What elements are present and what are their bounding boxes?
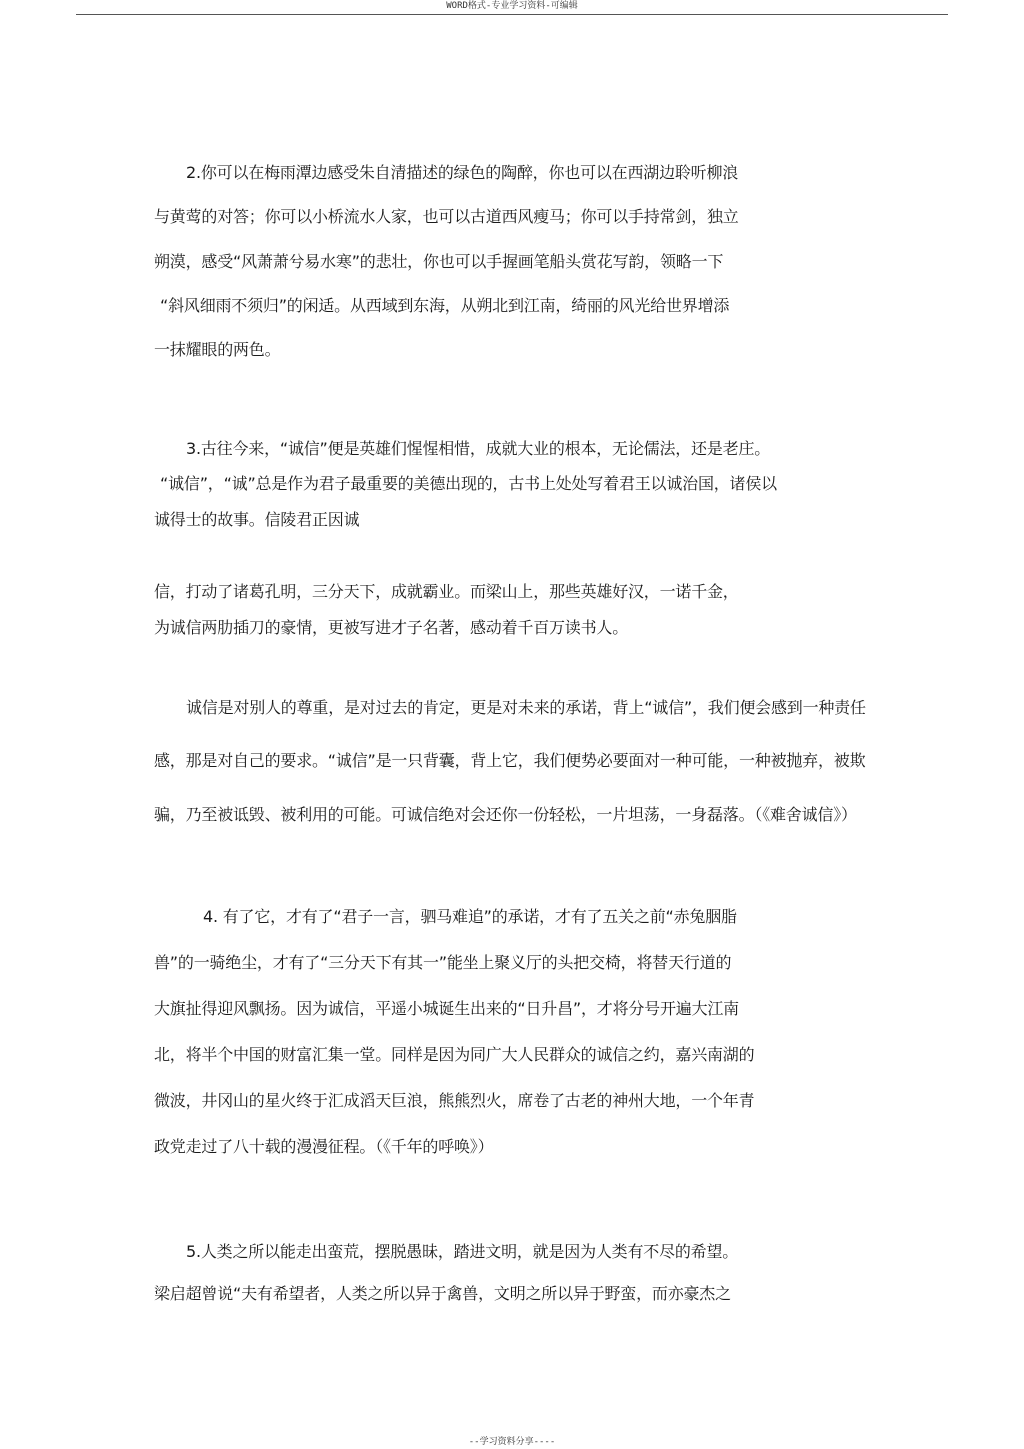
paragraph-4-line-6: 政党走过了八十载的漫漫征程。（《千年的呼唤》） bbox=[154, 1137, 494, 1156]
paragraph-integrity-line-1: 诚信是对别人的尊重，是对过去的肯定，更是对未来的承诺，背上“诚信”，我们便会感到一种责任 bbox=[186, 698, 866, 717]
paragraph-4-line-1: 4. 有了它，才有了“君子一言，驷马难追”的承诺，才有了五关之前“赤兔胭脂 bbox=[203, 907, 737, 926]
page-header: WORD格式-专业学习资料-可编辑 bbox=[76, 0, 948, 15]
paragraph-integrity-line-2: 感，那是对自己的要求。“诚信”是一只背囊，背上它，我们便势必要面对一种可能，一种被抛弃，被欺 bbox=[154, 751, 866, 770]
paragraph-2-line-3: 朔漠，感受“风萧萧兮易水寒”的悲壮，你也可以手握画笔船头赏花写韵，领略一下 bbox=[154, 252, 724, 271]
paragraph-2-line-2: 与黄莺的对答；你可以小桥流水人家，也可以古道西风瘦马；你可以手持常剑，独立 bbox=[154, 207, 739, 226]
paragraph-4-line-4: 北，将半个中国的财富汇集一堂。同样是因为同广大人民群众的诚信之约，嘉兴南湖的 bbox=[154, 1045, 755, 1064]
paragraph-5-line-1: 5.人类之所以能走出蛮荒，摆脱愚昧，踏进文明，就是因为人类有不尽的希望。 bbox=[186, 1242, 739, 1261]
paragraph-2-line-4: “斜风细雨不须归”的闲适。从西域到东海，从朔北到江南，绮丽的风光给世界增添 bbox=[160, 296, 730, 315]
paragraph-2-line-1: 2.你可以在梅雨潭边感受朱自清描述的绿色的陶醉，你也可以在西湖边聆听柳浪 bbox=[186, 163, 739, 182]
paragraph-3-line-2: “诚信”，“诚”总是作为君子最重要的美德出现的，古书上处处写着君王以诚治国，诸侯以 bbox=[160, 474, 777, 493]
paragraph-2-line-5: 一抹耀眼的两色。 bbox=[154, 340, 281, 359]
paragraph-3-line-3: 诚得士的故事。信陵君正因诚 bbox=[154, 510, 360, 529]
paragraph-integrity-line-3: 骗，乃至被诋毁、被利用的可能。可诚信绝对会还你一份轻松，一片坦荡，一身磊落。（《难舍诚信》） bbox=[154, 805, 857, 824]
paragraph-4-line-2: 兽”的一骑绝尘，才有了“三分天下有其一”能坐上聚义厅的头把交椅，将替天行道的 bbox=[154, 953, 732, 972]
page-footer: --学习资料分享---- bbox=[468, 1437, 556, 1447]
paragraph-3-line-1: 3.古往今来，“诚信”便是英雄们惺惺相惜，成就大业的根本，无论儒法，还是老庄。 bbox=[186, 439, 771, 458]
paragraph-4-line-5: 微波，井冈山的星火终于汇成滔天巨浪，熊熊烈火，席卷了古老的神州大地，一个年青 bbox=[154, 1091, 755, 1110]
paragraph-4-line-3: 大旗扯得迎风飘扬。因为诚信，平遥小城诞生出来的“日升昌”，才将分号开遍大江南 bbox=[154, 999, 739, 1018]
paragraph-3b-line-2: 为诚信两肋插刀的豪情，更被写进才子名著，感动着千百万读书人。 bbox=[154, 618, 629, 637]
paragraph-3b-line-1: 信，打动了诸葛孔明，三分天下，成就霸业。而梁山上，那些英雄好汉，一诺千金， bbox=[154, 582, 739, 601]
paragraph-5-line-2: 梁启超曾说“夫有希望者，人类之所以异于禽兽，文明之所以异于野蛮，而亦豪杰之 bbox=[154, 1284, 731, 1303]
